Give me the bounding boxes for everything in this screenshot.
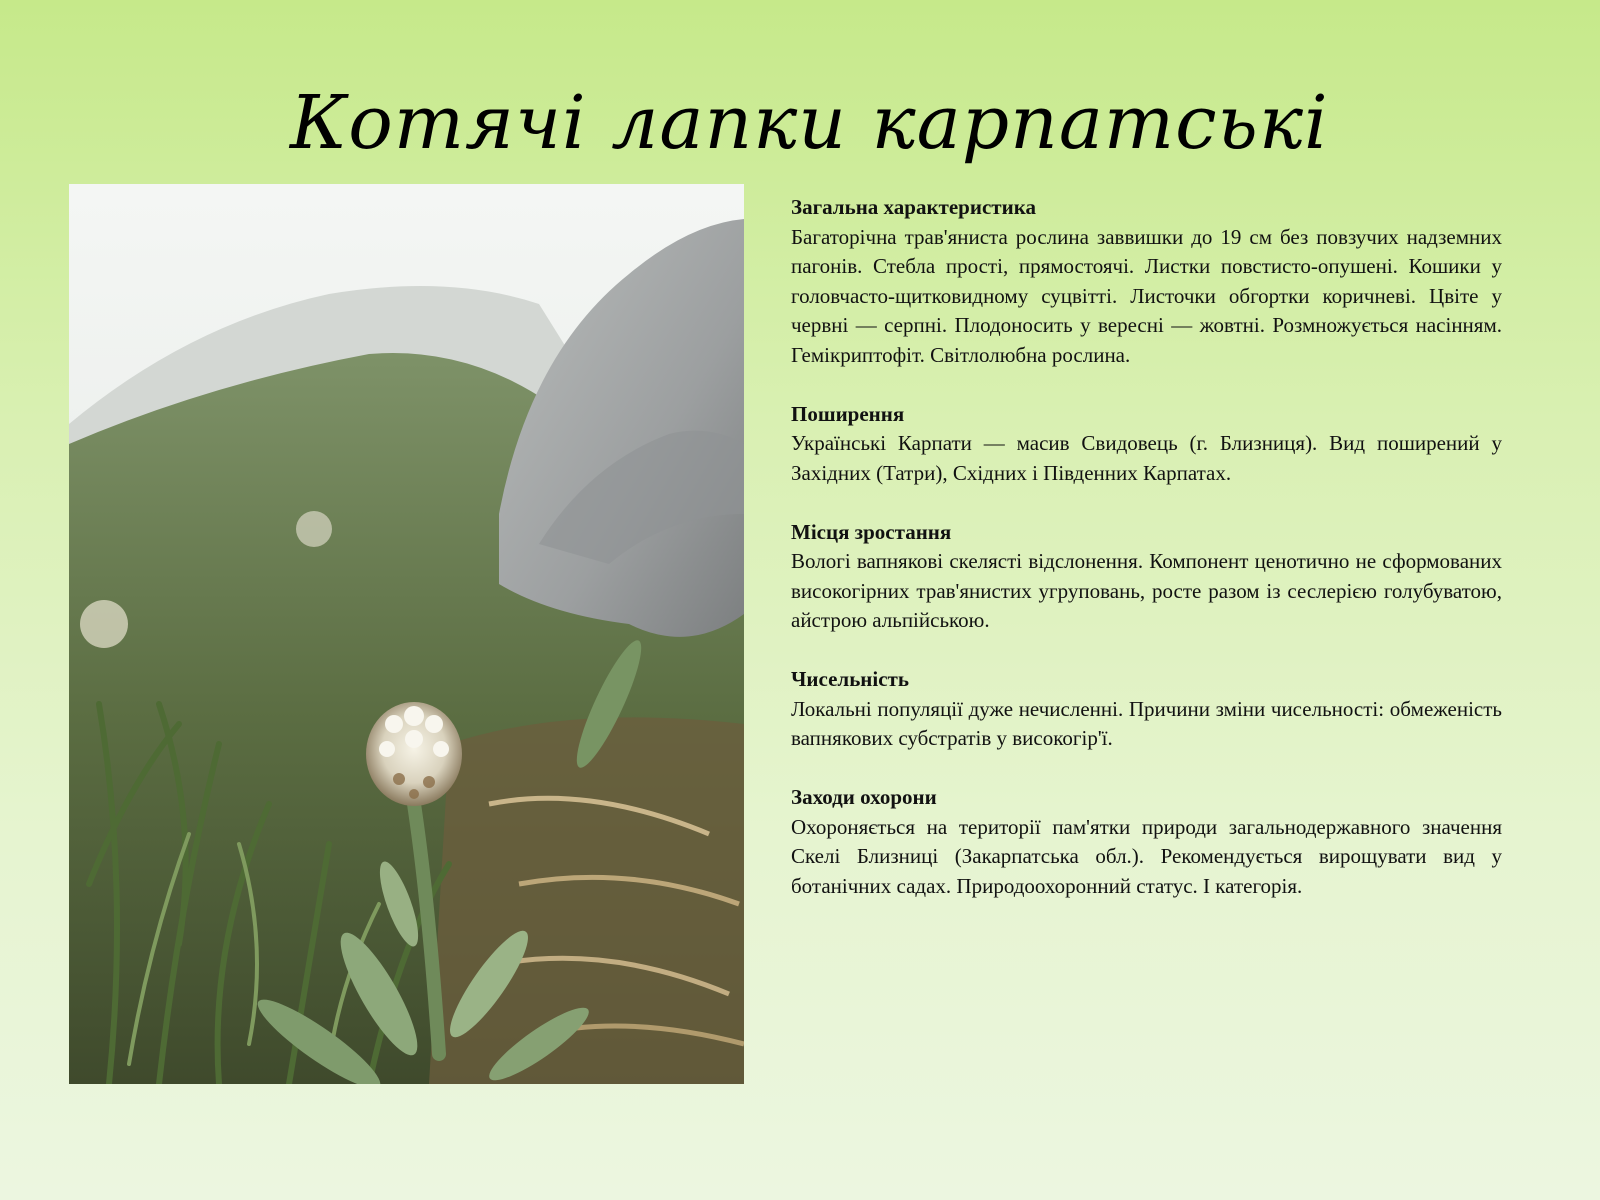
section-heading: Чисельність — [791, 667, 909, 691]
section-distribution — [791, 400, 1502, 489]
section-protection — [791, 783, 1502, 901]
section-body: Вологі вапнякові скелясті відслонення. Компонент ценотично не сформованих високогірних трав'янистих угруповань, росте разом із сеслерією голубуватою, айстрою альпійською. — [791, 549, 1502, 632]
section-body: Локальні популяції дуже нечисленні. Причини зміни чисельності: обмеженість вапнякових субстратів у високогір'ї. — [791, 696, 1502, 750]
section-general — [791, 193, 1502, 370]
section-body: Українські Карпати — масив Свидовець (г. Близниця). Вид поширений у Західних (Татри), Східних і Південних Карпатах. — [791, 431, 1502, 485]
section-population — [791, 665, 1502, 754]
section-body: Багаторічна трав'яниста рослина заввишки до 19 см без повзучих надземних пагонів. Стебла прості, прямостоячі. Листки повстисто-опушені. Кошики у головчасто-щитковидному суцвітті. Листочки обгортки коричневі. Цвіте у червні — серпні. Плодоносить у вересні — жовтні. Розмножується насінням. Гемікриптофіт. Світлолюбна рослина. — [791, 224, 1502, 367]
section-heading: Загальна характеристика — [791, 195, 1036, 219]
info-text-block — [791, 193, 1502, 931]
slide-title: Котячі лапки карпатські — [290, 80, 1329, 166]
section-body: Охороняється на території пам'ятки природи загальнодержавного значення Скелі Близниці (Закарпатська обл.). Рекомендується вирощувати вид у ботанічних садах. Природоохоронний статус. I категорія. — [791, 814, 1502, 898]
section-heading: Поширення — [791, 401, 905, 426]
plant-photo — [69, 184, 744, 1084]
section-habitat — [791, 518, 1502, 636]
section-heading: Заходи охорони — [791, 785, 937, 809]
section-heading: Місця зростання — [791, 519, 952, 544]
